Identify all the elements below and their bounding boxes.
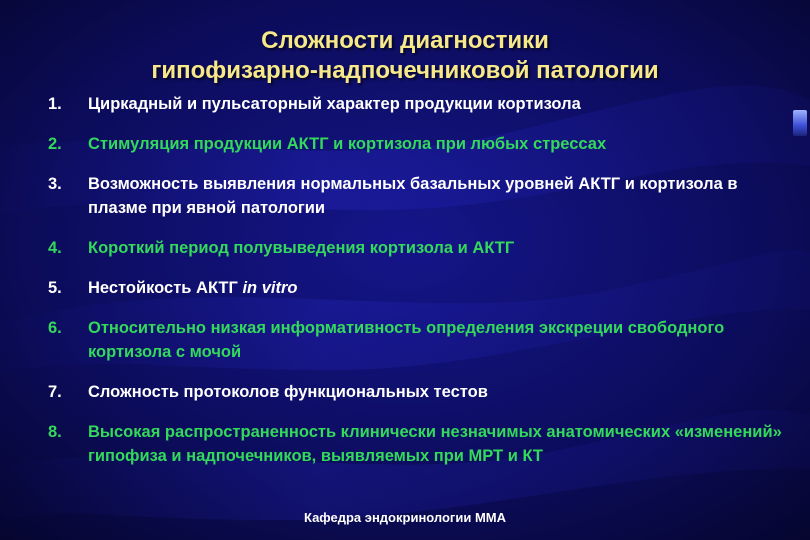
title-line-1: Сложности диагностики [261,27,549,54]
list-item [48,92,788,116]
footer-caption: Кафедра эндокринологии ММА [303,510,506,525]
item-number: 2. [48,135,62,153]
list-item [48,236,788,260]
list-item [48,380,788,404]
list-item [48,420,788,468]
list-item [48,172,788,220]
slide-title [0,26,810,86]
item-text-italic: in vitro [242,279,298,297]
item-text: Нестойкость АКТГ [88,279,243,297]
item-text: Высокая распространенность клинически незначимых анатомических «изменений» гипофиза и надпочечников, выявляемых при МРТ и КТ [88,423,782,465]
item-number: 1. [48,95,62,113]
item-number: 8. [48,423,62,441]
item-number: 6. [48,319,62,337]
item-number: 3. [48,175,62,193]
item-text: Возможность выявления нормальных базальных уровней АКТГ и кортизола в плазме при явной патологии [88,175,738,217]
list-item [48,316,788,364]
item-text: Сложность протоколов функциональных тестов [88,383,488,401]
item-text: Циркадный и пульсаторный характер продукции кортизола [88,95,581,113]
item-text: Стимуляция продукции АКТГ и кортизола при любых стрессах [88,135,607,153]
item-text: Относительно низкая информативность определения экскреции свободного кортизола с мочой [88,319,725,361]
difficulty-list [48,92,788,484]
list-item [48,276,788,300]
item-number: 4. [48,239,62,257]
item-number: 7. [48,383,62,401]
list-item [48,132,788,156]
item-text: Короткий период полувыведения кортизола и АКТГ [88,239,515,257]
item-number: 5. [48,279,62,297]
title-line-2: гипофизарно-надпочечниковой патологии [151,57,659,84]
side-decoration [793,110,807,136]
